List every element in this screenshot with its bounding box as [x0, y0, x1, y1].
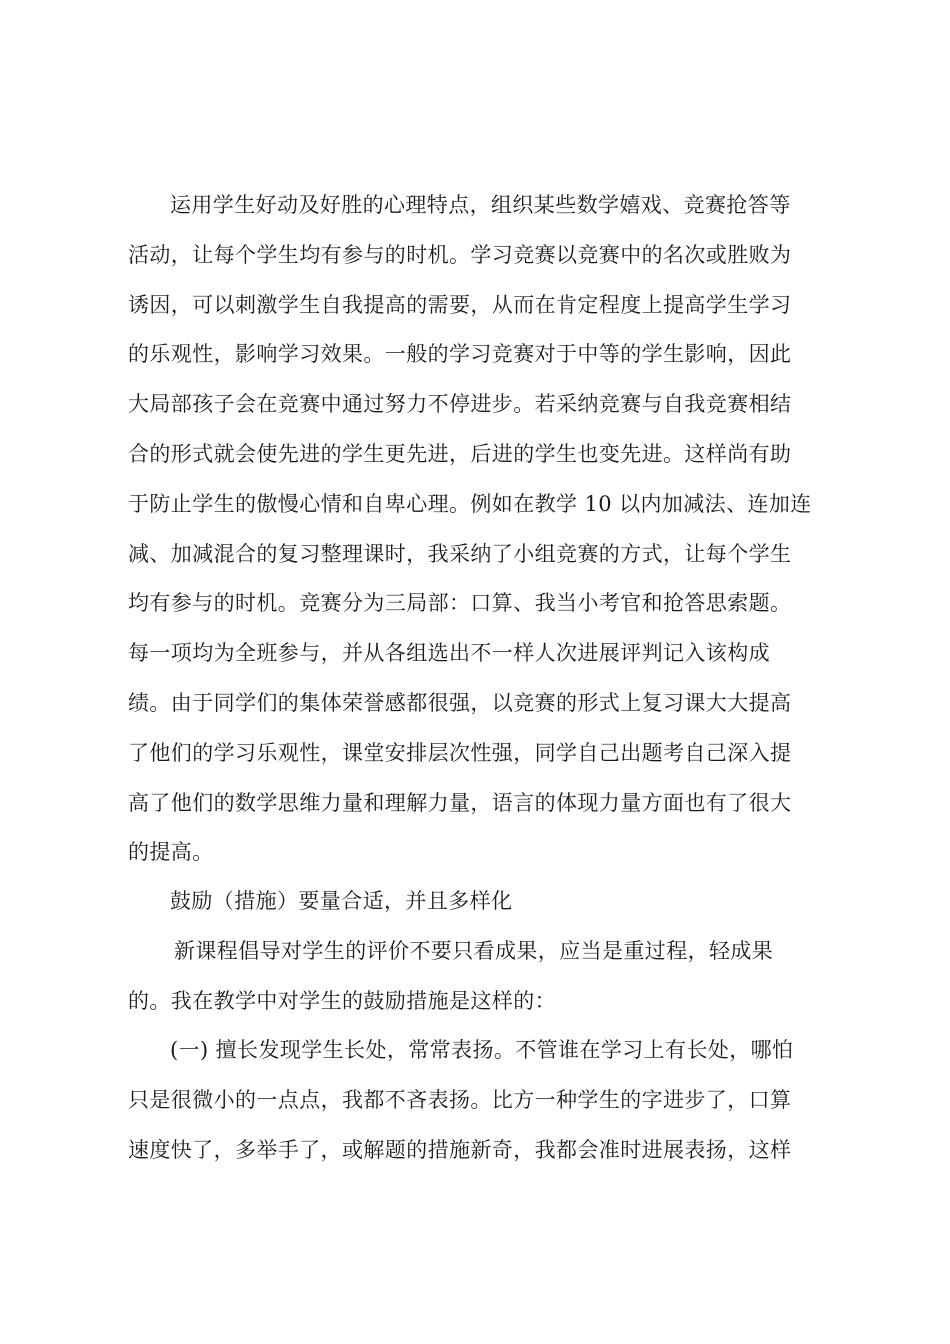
paragraph-line: 每一项均为全班参与，并从各组选出不一样人次进展评判记入该构成 — [128, 641, 770, 666]
section-heading-encouragement — [128, 877, 833, 927]
paragraph-line: (一) 擅长发现学生长处，常常表扬。不管谁在学习上有长处，哪怕 — [170, 1038, 794, 1062]
paragraph-line: 减、加减混合的复习整理课时，我采纳了小组竞赛的方式，让每个学生 — [128, 541, 792, 566]
paragraph-praise — [128, 1026, 833, 1175]
paragraph-line: 了他们的学习乐观性，课堂安排层次性强，同学自己出题考自己深入提 — [128, 740, 792, 765]
paragraph-line: 只是很微小的一点点，我都不吝表扬。比方一种学生的字进步了，口算 — [128, 1087, 792, 1112]
paragraph-new-curriculum — [128, 927, 833, 1027]
paragraph-line: 于防止学生的傲慢心情和自卑心理。例如在教学 10 以内加减法、连加连 — [128, 491, 812, 516]
paragraph-line: 均有参与的时机。竞赛分为三局部：口算、我当小考官和抢答思索题。 — [128, 591, 792, 616]
paragraph-line: 的乐观性，影响学习效果。一般的学习竞赛对于中等的学生影响，因此 — [128, 342, 792, 367]
paragraph-line: 高了他们的数学思维力量和理解力量，语言的体现力量方面也有了很大 — [128, 790, 792, 815]
paragraph-line: 运用学生好动及好胜的心理特点，组织某些数学嬉戏、竞赛抢答等 — [170, 193, 791, 217]
paragraph-competition — [128, 181, 833, 878]
paragraph-line: 绩。由于同学们的集体荣誉感都很强，以竞赛的形式上复习课大大提高 — [128, 690, 792, 715]
paragraph-line: 大局部孩子会在竞赛中通过努力不停进步。若采纳竞赛与自我竞赛相结 — [128, 392, 792, 417]
paragraph-line: 的提高。 — [128, 840, 214, 865]
paragraph-line: 诱因，可以刺激学生自我提高的需要，从而在肯定程度上提高学生学习 — [128, 292, 792, 317]
paragraph-line: 新课程倡导对学生的评价不要只看成果，应当是重过程，轻成果 — [174, 939, 774, 963]
paragraph-line: 的。我在教学中对学生的鼓励措施是这样的： — [128, 988, 556, 1013]
paragraph-line: 速度快了，多举手了，或解题的措施新奇，我都会准时进展表扬，这样 — [128, 1137, 792, 1162]
section-heading: 鼓励（措施）要量合适，并且多样化 — [170, 889, 513, 913]
paragraph-line: 活动，让每个学生均有参与的时机。学习竞赛以竞赛中的名次或胜败为 — [128, 242, 792, 267]
paragraph-line: 合的形式就会使先进的学生更先进，后进的学生也变先进。这样尚有助 — [128, 441, 792, 466]
